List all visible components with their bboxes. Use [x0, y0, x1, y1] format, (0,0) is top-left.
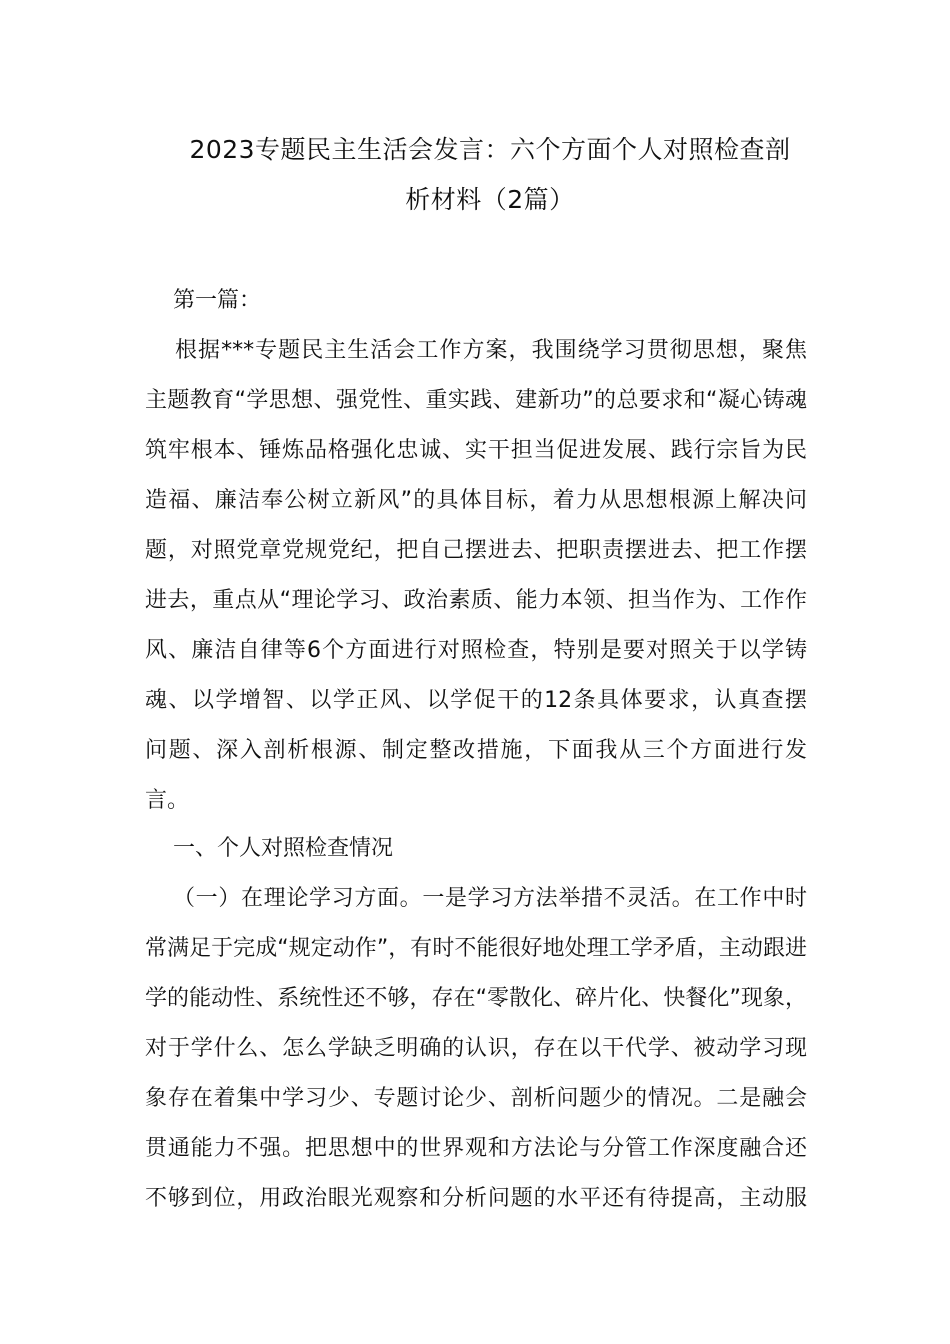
- paragraph-line: 学的能动性、系统性还不够，存在“零散化、碎片化、快餐化”现象，: [145, 986, 807, 1011]
- intro-line: 题，对照党章党规党纪，把自己摆进去、把职责摆进去、把工作摆: [145, 538, 807, 563]
- intro-line: 魂、以学增智、以学正风、以学促干的12条具体要求，认真查摆: [145, 688, 807, 713]
- document-title-line-2: 析材料（2篇）: [405, 185, 575, 214]
- paragraph-line: 贯通能力不强。把思想中的世界观和方法论与分管工作深度融合还: [145, 1136, 807, 1161]
- intro-line: 筑牢根本、锤炼品格强化忠诚、实干担当促进发展、践行宗旨为民: [145, 438, 807, 463]
- paragraph-line: 象存在着集中学习少、专题讨论少、剖析问题少的情况。二是融会: [145, 1086, 807, 1111]
- document-title-line-1: 2023专题民主生活会发言：六个方面个人对照检查剖: [189, 135, 791, 164]
- intro-line: 问题、深入剖析根源、制定整改措施，下面我从三个方面进行发: [145, 738, 807, 763]
- intro-line: 进去，重点从“理论学习、政治素质、能力本领、担当作为、工作作: [145, 588, 807, 613]
- section-heading: 一、个人对照检查情况: [173, 836, 394, 861]
- intro-line: 言。: [145, 788, 190, 813]
- intro-line: 主题教育“学思想、强党性、重实践、建新功”的总要求和“凝心铸魂: [145, 388, 807, 413]
- paragraph-line: 不够到位，用政治眼光观察和分析问题的水平还有待提高，主动服: [145, 1186, 807, 1211]
- paragraph-line: 对于学什么、怎么学缺乏明确的认识，存在以干代学、被动学习现: [145, 1036, 807, 1061]
- intro-line: 风、廉洁自律等6个方面进行对照检查，特别是要对照关于以学铸: [145, 638, 807, 663]
- paragraph-line: （一）在理论学习方面。一是学习方法举措不灵活。在工作中时: [173, 886, 807, 911]
- intro-line: 根据***专题民主生活会工作方案，我围绕学习贯彻思想，聚焦: [175, 338, 807, 363]
- intro-line: 造福、廉洁奉公树立新风”的具体目标，着力从思想根源上解决问: [145, 488, 807, 513]
- part-label: 第一篇：: [173, 288, 262, 313]
- paragraph-line: 常满足于完成“规定动作”，有时不能很好地处理工学矛盾，主动跟进: [145, 936, 807, 961]
